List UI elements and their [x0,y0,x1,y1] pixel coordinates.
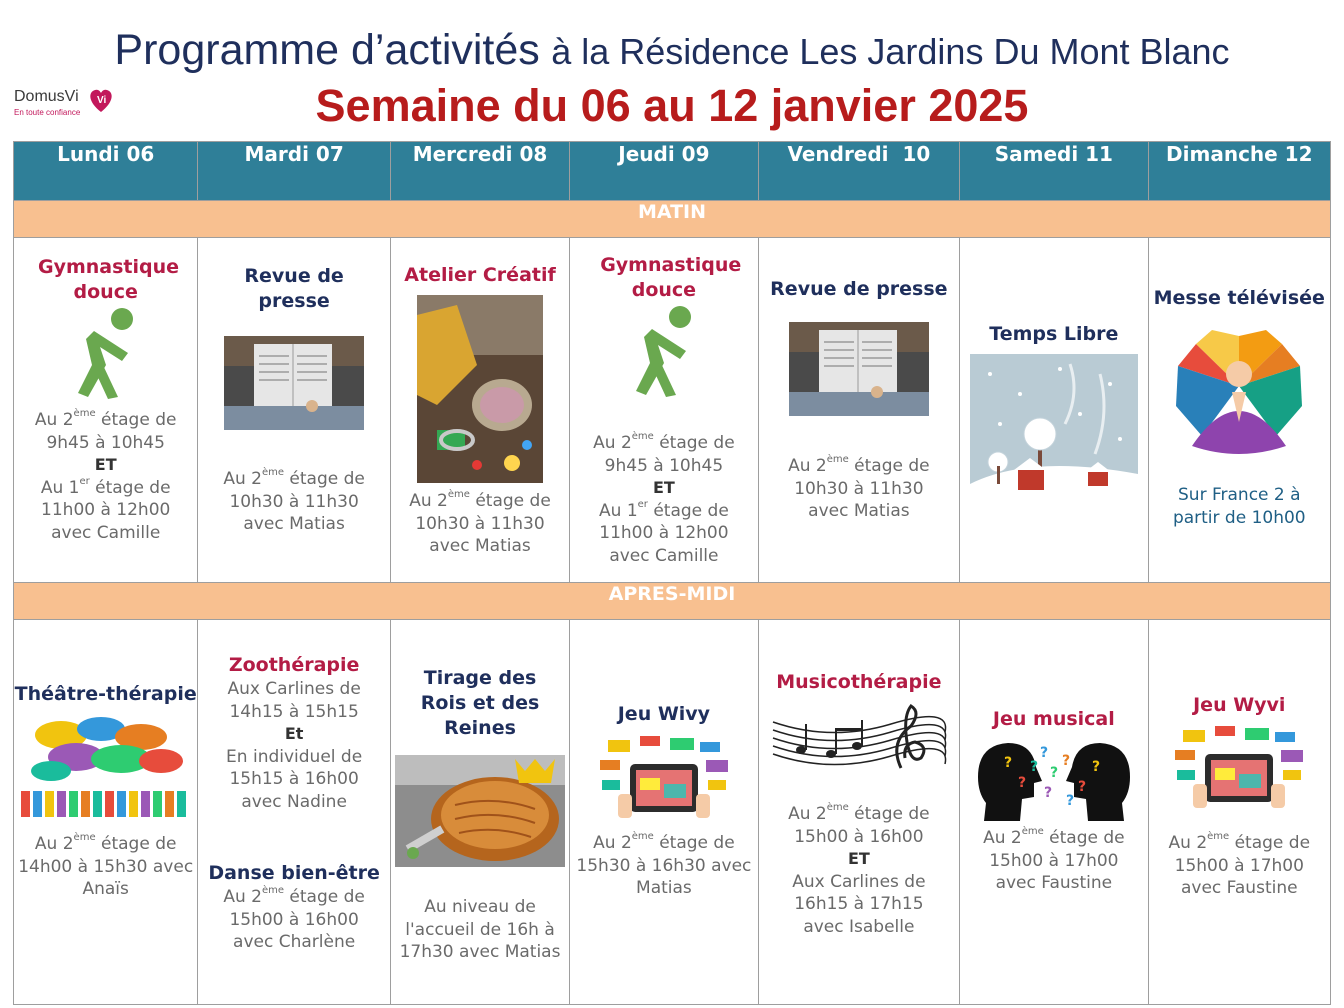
svg-text:Vi: Vi [97,95,107,106]
detail-line: Au 2ème étage de [409,489,551,511]
afternoon-jeudi [570,620,758,1005]
detail-line: 15h00 à 16h00 [229,909,359,930]
detail-line: 10h30 à 11h30 [229,491,359,512]
days-header-row [14,142,1331,201]
activity-details [570,832,757,900]
detail-line: avec Isabelle [803,916,915,937]
activity-details [759,455,960,523]
detail-line: Aux Carlines de [792,871,926,892]
detail-line: avec Matias [808,501,910,521]
day-header-jeudi: Jeudi 09 [570,142,758,201]
section-morning: MATIN [14,201,1331,238]
title-part-residence: à la Résidence Les Jardins Du Mont Blanc [551,31,1230,72]
detail-line: Au 2ème étage de [34,408,177,430]
theatre-speech-bubbles [21,715,191,821]
detail-line: Au 2ème étage de [593,831,735,853]
activity-details [1149,832,1330,900]
svg-text:?: ? [1043,785,1052,801]
detail-line: l'accueil de 16h à [405,919,555,940]
domusvi-logo [14,86,114,120]
activity-title: Jeu Wivy [617,703,711,725]
afternoon-samedi [960,620,1148,1005]
detail-line: 15h00 à 17h00 [1174,855,1304,876]
detail-line: avec Camille [609,545,719,566]
detail-line: avec Faustine [995,873,1113,893]
activity-title: Tirage des Rois et des Reines [420,667,540,739]
section-afternoon: APRES-MIDI [14,583,1331,620]
svg-text:?: ? [1049,765,1058,781]
detail-line: 15h15 à 16h00 [229,769,359,789]
detail-line: 10h30 à 11h30 [794,478,924,499]
detail-et: ET [847,849,870,868]
activity-title: Temps Libre [989,323,1119,345]
gymnastics-icon [624,303,704,399]
schedule-table [13,141,1331,1005]
detail-line: Anaïs [82,879,129,899]
crafts-photo [417,295,543,483]
detail-line: Au 2ème étage de [593,431,735,453]
detail-line: Au 2ème étage de [788,802,930,824]
afternoon-vendredi [758,620,960,1005]
music-staff-icon [771,702,947,780]
morning-vendredi [758,238,960,583]
title-part-program: Programme d’activités [114,26,540,74]
detail-line: 15h00 à 17h00 [989,850,1119,871]
detail-line: Matias [636,878,692,898]
detail-line: 14h15 à 15h15 [229,701,359,722]
activity-title: Théâtre-thérapie [14,683,197,705]
tablet-bubbles-icon [1171,724,1307,814]
detail-line: Au 2ème étage de [983,826,1125,848]
activity-title: Revue de presse [770,278,948,300]
afternoon-mardi [198,620,390,1005]
svg-text:?: ? [1039,745,1048,761]
activity-title: Musicothérapie [776,671,942,693]
detail-line: Sur France 2 à [1178,485,1301,505]
detail-line: avec Camille [51,522,161,543]
day-header-vendredi: Vendredi 10 [758,142,960,201]
svg-text:?: ? [1065,793,1074,809]
detail-et: ET [652,478,675,497]
week-title: Semaine du 06 au 12 janvier 2025 [315,80,1029,131]
newspaper-photo [224,336,364,430]
detail-line: 9h45 à 10h45 [46,432,165,453]
activity-details [198,678,389,813]
day-header-mercredi: Mercredi 08 [390,142,569,201]
detail-line: Au 1er étage de [599,498,729,521]
detail-et: Et [284,724,304,743]
detail-line: 15h00 à 16h00 [794,826,924,847]
day-header-lundi: Lundi 06 [14,142,198,201]
heads-question-icon [974,737,1134,821]
detail-line: 10h30 à 11h30 [415,513,545,534]
day-header-mardi: Mardi 07 [198,142,390,201]
detail-line: avec Matias [243,514,345,534]
activity-details-2 [198,886,389,954]
detail-line: 14h00 à 15h30 avec [18,856,194,877]
detail-line: 11h00 à 12h00 [41,500,171,520]
morning-row [14,238,1331,583]
svg-text:?: ? [1029,759,1038,775]
svg-text:?: ? [1017,775,1026,791]
activity-details [198,468,389,536]
detail-line: Au 2ème étage de [1168,831,1311,853]
svg-text:?: ? [1091,759,1100,775]
afternoon-mercredi [390,620,569,1005]
activity-details [960,827,1147,895]
tablet-bubbles-icon [600,734,728,824]
detail-line: Au 2ème étage de [34,832,177,854]
logo-word: DomusVi [14,88,79,105]
day-header-samedi: Samedi 11 [960,142,1148,201]
heart-icon [86,86,116,114]
detail-line: 17h30 avec Matias [399,942,561,962]
detail-line: 11h00 à 12h00 [599,523,729,543]
activity-title: Jeu musical [992,708,1115,730]
detail-line: avec Nadine [241,791,347,812]
activity-details [570,432,757,567]
activity-details [14,833,197,901]
activity-details [391,490,569,558]
activity-details [391,896,569,964]
activity-title: Messe télévisée [1153,287,1325,309]
activity-title: Atelier Créatif [404,264,556,286]
detail-line: Au 2ème étage de [223,885,365,907]
prayer-icon [1172,326,1306,464]
detail-line: Au 2ème étage de [223,467,365,489]
detail-line: En individuel de [226,746,363,767]
detail-line: Au 1er étage de [40,475,171,498]
svg-text:?: ? [1077,779,1086,795]
galette-photo [395,755,565,867]
detail-line: Aux Carlines de [227,679,361,699]
detail-line: avec Matias [429,536,531,556]
activity-title: Gymnastique douce [600,254,742,301]
activity-title: Gymnastique douce [38,256,180,303]
activity-title: Jeu Wyvi [1193,694,1286,716]
gymnastics-icon [66,305,146,401]
detail-line: 15h30 à 16h30 avec [576,855,752,876]
morning-jeudi [570,238,758,583]
detail-line: Au niveau de [424,897,536,917]
detail-line: Au 2ème étage de [788,454,930,476]
svg-text:?: ? [1003,755,1012,771]
activity-details [759,803,960,938]
detail-line: avec Faustine [1180,878,1298,898]
afternoon-row [14,620,1331,1005]
detail-line: 9h45 à 10h45 [604,455,724,476]
page-title [0,26,1344,75]
winter-landscape [970,354,1138,524]
activity-details [1149,484,1330,529]
detail-line: 16h15 à 17h15 [794,894,924,914]
morning-lundi [14,238,198,583]
activity-title: Zoothérapie [228,654,360,676]
morning-dimanche [1148,238,1330,583]
morning-mercredi [390,238,569,583]
detail-line: partir de 10h00 [1172,507,1306,528]
people-row [21,791,186,817]
activity-details [14,409,197,544]
detail-line: avec Charlène [233,932,356,952]
detail-et: ET [94,455,117,474]
logo-tagline: En toute confiance [14,108,81,117]
afternoon-dimanche [1148,620,1330,1005]
day-header-dimanche: Dimanche 12 [1148,142,1330,201]
svg-text:?: ? [1061,753,1070,769]
activity-title-2: Danse bien-être [208,862,380,884]
afternoon-lundi [14,620,198,1005]
newspaper-photo [789,322,929,416]
activity-title: Revue de presse [244,265,344,312]
morning-samedi [960,238,1148,583]
morning-mardi [198,238,390,583]
